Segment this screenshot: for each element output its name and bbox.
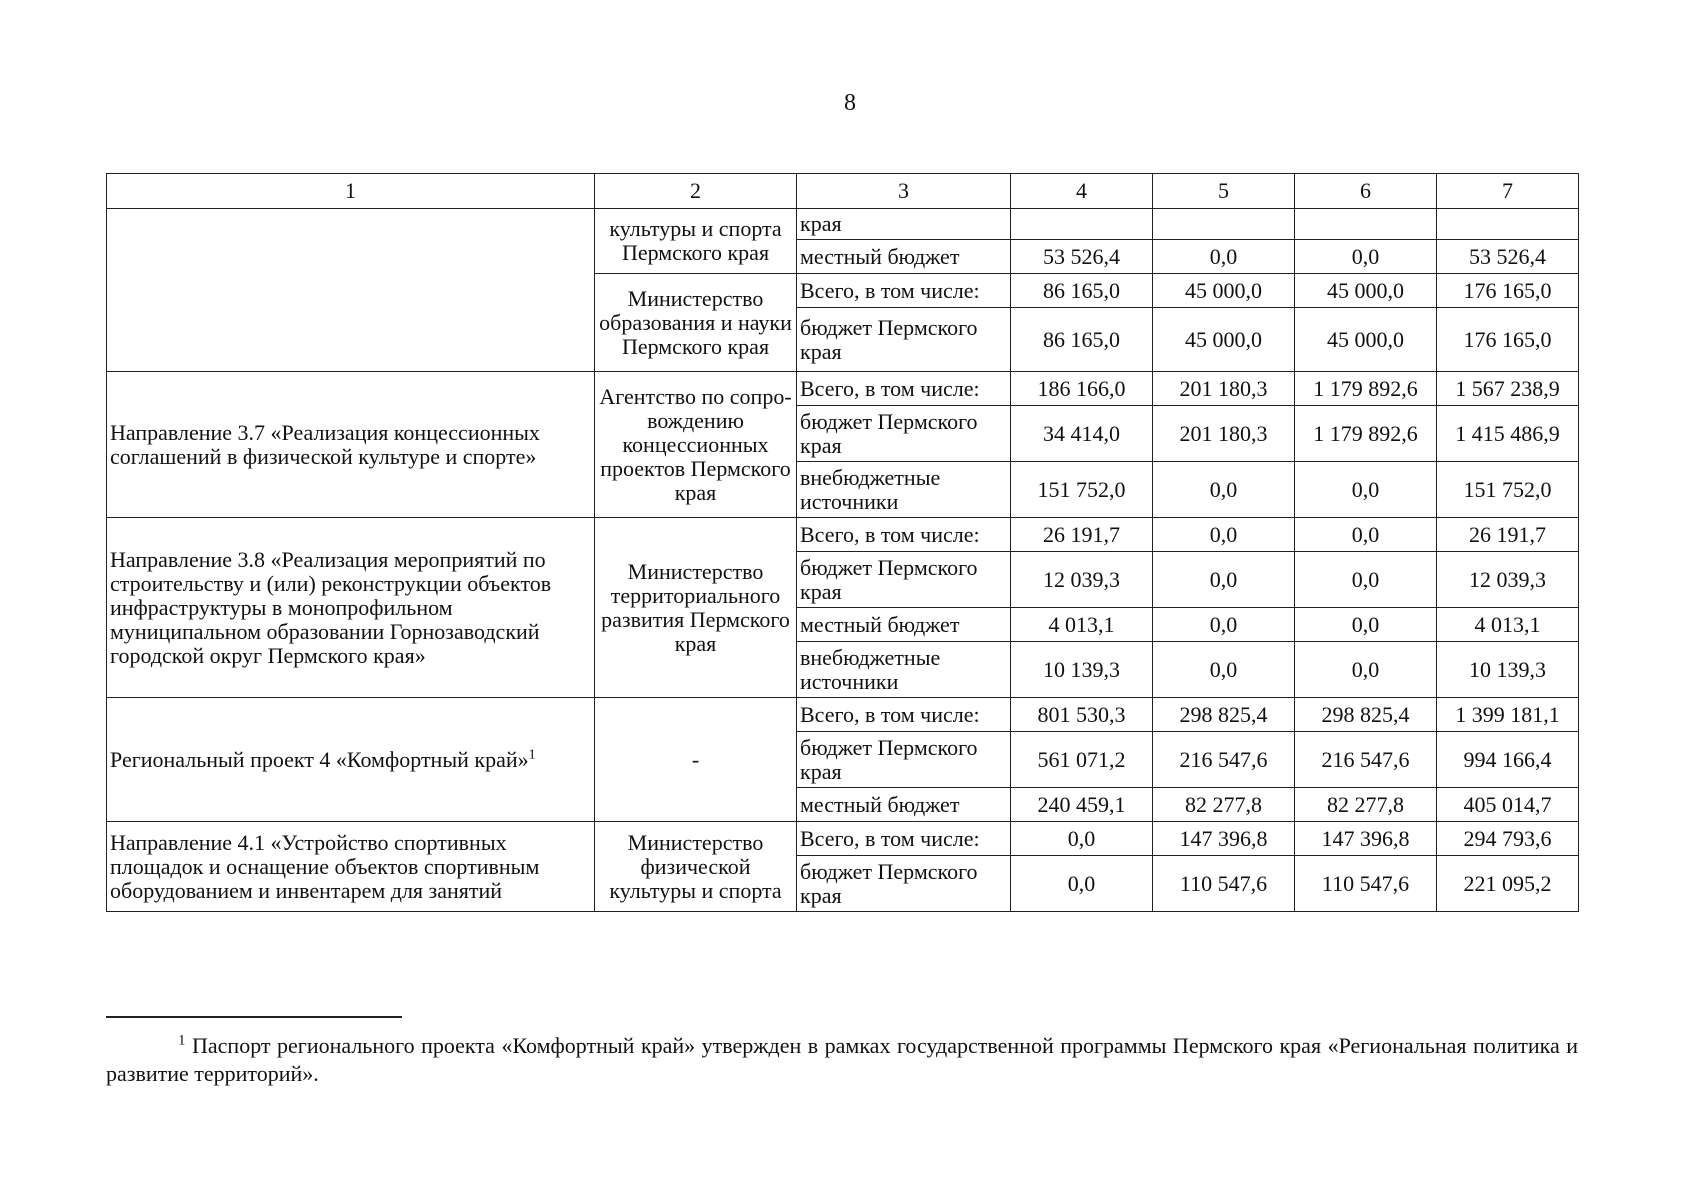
amount-cell: 994 166,4 [1437,732,1579,788]
amount-cell: 221 095,2 [1437,856,1579,912]
amount-cell: 4 013,1 [1437,608,1579,642]
responsible-executor-cell: Министерство территориального развития Пермского края [595,518,797,698]
amount-cell: 0,0 [1295,608,1437,642]
amount-cell: 240 459,1 [1011,788,1153,822]
responsible-executor-cell: Агентство по сопро-вождению концессионных проектов Пермского края [595,372,797,518]
amount-cell: 176 165,0 [1437,308,1579,372]
funding-source-cell: местный бюджет [797,608,1011,642]
responsible-executor-cell: культуры и спорта Пермского края [595,209,797,274]
funding-source-cell: Всего, в том числе: [797,698,1011,732]
amount-cell: 294 793,6 [1437,822,1579,856]
funding-source-cell: Всего, в том числе: [797,274,1011,308]
program-direction-cell [107,698,595,822]
amount-cell: 0,0 [1295,642,1437,698]
program-direction-text: Региональный проект 4 «Комфортный край» [110,746,529,772]
program-direction-text: Направление 3.7 «Реализация концессионных соглашений в физической культуре и спорте» [110,419,540,469]
amount-cell: 53 526,4 [1011,240,1153,274]
amount-cell: 216 547,6 [1295,732,1437,788]
amount-cell: 0,0 [1295,552,1437,608]
amount-cell: 298 825,4 [1295,698,1437,732]
amount-cell: 0,0 [1153,642,1295,698]
amount-cell: 151 752,0 [1011,462,1153,518]
amount-cell: 45 000,0 [1295,274,1437,308]
amount-cell: 216 547,6 [1153,732,1295,788]
program-direction-cell [107,209,595,372]
page-number: 8 [844,90,856,116]
funding-source-cell: бюджет Пермского края [797,732,1011,788]
amount-cell: 1 399 181,1 [1437,698,1579,732]
amount-cell: 1 567 238,9 [1437,372,1579,406]
financing-table [106,173,1579,912]
amount-cell: 26 191,7 [1011,518,1153,552]
responsible-executor-cell: Министерство образования и науки Пермского края [595,274,797,372]
amount-cell: 298 825,4 [1153,698,1295,732]
amount-cell: 1 179 892,6 [1295,372,1437,406]
amount-cell: 12 039,3 [1437,552,1579,608]
amount-cell: 82 277,8 [1153,788,1295,822]
amount-cell: 151 752,0 [1437,462,1579,518]
funding-source-cell: местный бюджет [797,240,1011,274]
amount-cell: 405 014,7 [1437,788,1579,822]
column-header: 4 [1011,174,1153,209]
amount-cell: 147 396,8 [1295,822,1437,856]
footnote-separator [106,1016,402,1018]
program-direction-cell [107,822,595,912]
amount-cell [1295,209,1437,240]
amount-cell: 801 530,3 [1011,698,1153,732]
amount-cell: 0,0 [1153,518,1295,552]
amount-cell: 0,0 [1295,462,1437,518]
program-direction-cell [107,372,595,518]
amount-cell: 186 166,0 [1011,372,1153,406]
program-direction-cell [107,518,595,698]
amount-cell: 147 396,8 [1153,822,1295,856]
footnote-marker: 1 [178,1032,186,1049]
amount-cell: 0,0 [1295,240,1437,274]
funding-source-cell: бюджет Пермского края [797,856,1011,912]
amount-cell: 0,0 [1153,608,1295,642]
amount-cell: 45 000,0 [1153,308,1295,372]
amount-cell: 86 165,0 [1011,308,1153,372]
table-row [107,372,1579,406]
amount-cell: 10 139,3 [1437,642,1579,698]
funding-source-cell: внебюджетные источники [797,462,1011,518]
column-header: 1 [107,174,595,209]
table-row [107,518,1579,552]
amount-cell: 0,0 [1295,518,1437,552]
program-direction-text: Направление 3.8 «Реализация мероприятий по строительству и (или) реконструкции объектов инфраструктуры в монопрофильном муниципальном образовании Горнозаводский городской округ Пермского края» [110,546,552,668]
amount-cell: 561 071,2 [1011,732,1153,788]
footnote [106,1032,1578,1088]
amount-cell: 10 139,3 [1011,642,1153,698]
amount-cell [1153,209,1295,240]
amount-cell: 86 165,0 [1011,274,1153,308]
amount-cell: 0,0 [1011,822,1153,856]
amount-cell: 53 526,4 [1437,240,1579,274]
table-row [107,209,1579,240]
funding-source-cell: Всего, в том числе: [797,822,1011,856]
amount-cell: 0,0 [1011,856,1153,912]
funding-source-cell: Всего, в том числе: [797,372,1011,406]
funding-source-cell: бюджет Пермского края [797,552,1011,608]
table-row [107,698,1579,732]
amount-cell: 26 191,7 [1437,518,1579,552]
amount-cell: 4 013,1 [1011,608,1153,642]
table-row [107,822,1579,856]
footnote-reference: 1 [528,747,536,763]
program-direction-text: Направление 4.1 «Устройство спортивных площадок и оснащение объектов спортивным оборудованием и инвентарем для занятий [110,829,540,903]
column-header: 6 [1295,174,1437,209]
amount-cell: 1 415 486,9 [1437,406,1579,462]
amount-cell: 82 277,8 [1295,788,1437,822]
funding-source-cell: бюджет Пермского края [797,406,1011,462]
footnote-text: Паспорт регионального проекта «Комфортный край» утвержден в рамках государственной программы Пермского края «Региональная политика и развитие территорий». [106,1033,1579,1086]
funding-source-cell: местный бюджет [797,788,1011,822]
amount-cell: 45 000,0 [1295,308,1437,372]
amount-cell: 12 039,3 [1011,552,1153,608]
funding-source-cell: края [797,209,1011,240]
funding-source-cell: бюджет Пермского края [797,308,1011,372]
amount-cell: 110 547,6 [1295,856,1437,912]
column-header: 5 [1153,174,1295,209]
amount-cell [1011,209,1153,240]
amount-cell: 201 180,3 [1153,406,1295,462]
amount-cell: 201 180,3 [1153,372,1295,406]
amount-cell: 1 179 892,6 [1295,406,1437,462]
funding-source-cell: Всего, в том числе: [797,518,1011,552]
amount-cell: 0,0 [1153,240,1295,274]
amount-cell [1437,209,1579,240]
amount-cell: 0,0 [1153,462,1295,518]
responsible-executor-cell: - [595,698,797,822]
responsible-executor-cell: Министерство физической культуры и спорта [595,822,797,912]
header-row [107,174,1579,209]
amount-cell: 34 414,0 [1011,406,1153,462]
amount-cell: 45 000,0 [1153,274,1295,308]
column-header: 2 [595,174,797,209]
amount-cell: 110 547,6 [1153,856,1295,912]
funding-source-cell: внебюджетные источники [797,642,1011,698]
column-header: 7 [1437,174,1579,209]
column-header: 3 [797,174,1011,209]
amount-cell: 176 165,0 [1437,274,1579,308]
amount-cell: 0,0 [1153,552,1295,608]
